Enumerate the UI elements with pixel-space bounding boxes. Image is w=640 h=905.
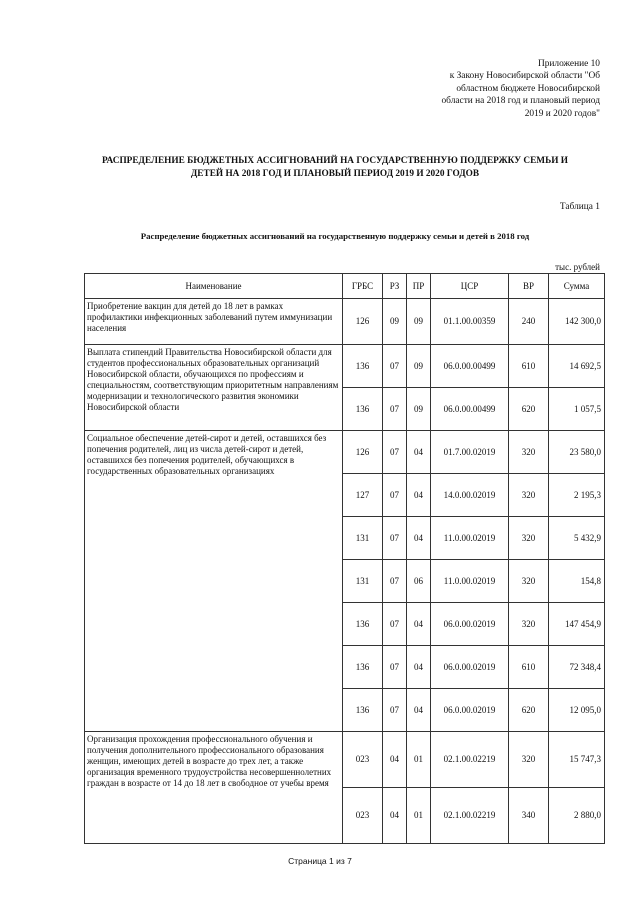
cell-csr: 02.1.00.02219 xyxy=(431,732,509,788)
cell-vr: 320 xyxy=(509,431,549,474)
cell-pr: 09 xyxy=(407,345,431,388)
table-row xyxy=(85,345,605,388)
cell-sum: 147 454,9 xyxy=(549,603,605,646)
cell-pr: 04 xyxy=(407,603,431,646)
cell-sum: 15 747,3 xyxy=(549,732,605,788)
header-pr: ПР xyxy=(407,274,431,299)
header-rz: РЗ xyxy=(383,274,407,299)
table-row xyxy=(85,299,605,345)
cell-vr: 320 xyxy=(509,474,549,517)
cell-rz: 07 xyxy=(383,603,407,646)
cell-pr: 04 xyxy=(407,474,431,517)
cell-vr: 610 xyxy=(509,345,549,388)
cell-vr: 620 xyxy=(509,388,549,431)
cell-vr: 240 xyxy=(509,299,549,345)
cell-vr: 340 xyxy=(509,788,549,844)
cell-grbs: 136 xyxy=(343,646,383,689)
cell-grbs: 126 xyxy=(343,299,383,345)
cell-pr: 09 xyxy=(407,388,431,431)
header-sum: Сумма xyxy=(549,274,605,299)
document-title-line-1: РАСПРЕДЕЛЕНИЕ БЮДЖЕТНЫХ АССИГНОВАНИЙ НА ГОСУДАРСТВЕННУЮ ПОДДЕРЖКУ СЕМЬИ И xyxy=(101,156,569,166)
cell-vr: 320 xyxy=(509,603,549,646)
page-number: Страница 1 из 7 xyxy=(288,856,352,866)
row-name-cell: Организация прохождения профессионального обучения и получения дополнительного профессионального образования женщин, имеющих детей в возрасте до трех лет, а также организация временного трудоустройства несовершеннолетних граждан в возрасте от 14 до 18 лет в свободное от учебы время xyxy=(85,732,343,844)
cell-csr: 11.0.00.02019 xyxy=(431,560,509,603)
cell-rz: 07 xyxy=(383,345,407,388)
cell-rz: 04 xyxy=(383,732,407,788)
cell-sum: 14 692,5 xyxy=(549,345,605,388)
appendix-line: Приложение 10 xyxy=(537,59,600,69)
cell-csr: 06.0.00.02019 xyxy=(431,646,509,689)
appendix-line: областном бюджете Новосибирской xyxy=(456,83,600,94)
cell-grbs: 136 xyxy=(343,689,383,732)
cell-vr: 320 xyxy=(509,732,549,788)
cell-sum: 23 580,0 xyxy=(549,431,605,474)
appendix-line: к Закону Новосибирской области "Об xyxy=(449,71,600,82)
cell-vr: 610 xyxy=(509,646,549,689)
cell-pr: 04 xyxy=(407,517,431,560)
cell-pr: 06 xyxy=(407,560,431,603)
cell-csr: 01.1.00.00359 xyxy=(431,299,509,345)
cell-csr: 06.0.00.02019 xyxy=(431,689,509,732)
cell-pr: 01 xyxy=(407,732,431,788)
row-name-cell: Приобретение вакцин для детей до 18 лет в рамках профилактики инфекционных заболеваний путем иммунизации населения xyxy=(85,299,343,345)
table-number: Таблица 1 xyxy=(559,202,600,212)
cell-pr: 04 xyxy=(407,646,431,689)
cell-csr: 01.7.00.02019 xyxy=(431,431,509,474)
table-row xyxy=(85,431,605,474)
cell-pr: 04 xyxy=(407,689,431,732)
cell-csr: 11.0.00.02019 xyxy=(431,517,509,560)
cell-csr: 06.0.00.00499 xyxy=(431,388,509,431)
cell-csr: 02.1.00.02219 xyxy=(431,788,509,844)
cell-rz: 07 xyxy=(383,560,407,603)
cell-pr: 01 xyxy=(407,788,431,844)
budget-table xyxy=(84,273,605,844)
table-title: Распределение бюджетных ассигнований на государственную поддержку семьи и детей в 2018 год xyxy=(140,231,530,241)
cell-sum: 5 432,9 xyxy=(549,517,605,560)
cell-grbs: 023 xyxy=(343,788,383,844)
document-title xyxy=(60,155,610,181)
cell-rz: 07 xyxy=(383,474,407,517)
cell-grbs: 126 xyxy=(343,431,383,474)
table-body xyxy=(85,299,605,844)
header-grbs: ГРБС xyxy=(343,274,383,299)
appendix-note xyxy=(410,58,600,120)
cell-csr: 06.0.00.02019 xyxy=(431,603,509,646)
units-label: тыс. рублей xyxy=(555,262,600,272)
document-title-line-2: ДЕТЕЙ НА 2018 ГОД И ПЛАНОВЫЙ ПЕРИОД 2019 И 2020 ГОДОВ xyxy=(190,169,480,179)
cell-grbs: 136 xyxy=(343,603,383,646)
table-header-row xyxy=(85,274,605,299)
row-name-cell: Социальное обеспечение детей-сирот и детей, оставшихся без попечения родителей, лиц из числа детей-сирот и детей, оставшихся без попечения родителей, обучающихся в государственных образовательных организациях xyxy=(85,431,343,732)
cell-rz: 07 xyxy=(383,646,407,689)
cell-grbs: 131 xyxy=(343,517,383,560)
cell-rz: 07 xyxy=(383,689,407,732)
cell-sum: 1 057,5 xyxy=(549,388,605,431)
cell-rz: 04 xyxy=(383,788,407,844)
cell-rz: 09 xyxy=(383,299,407,345)
cell-vr: 320 xyxy=(509,560,549,603)
header-name: Наименование xyxy=(85,274,343,299)
appendix-line: области на 2018 год и плановый период xyxy=(441,96,600,107)
cell-sum: 72 348,4 xyxy=(549,646,605,689)
cell-sum: 2 880,0 xyxy=(549,788,605,844)
cell-pr: 09 xyxy=(407,299,431,345)
cell-grbs: 136 xyxy=(343,388,383,431)
cell-sum: 2 195,3 xyxy=(549,474,605,517)
header-vr: ВР xyxy=(509,274,549,299)
cell-grbs: 131 xyxy=(343,560,383,603)
cell-grbs: 136 xyxy=(343,345,383,388)
cell-sum: 154,8 xyxy=(549,560,605,603)
cell-rz: 07 xyxy=(383,517,407,560)
cell-vr: 620 xyxy=(509,689,549,732)
appendix-line: 2019 и 2020 годов" xyxy=(524,108,600,119)
cell-sum: 142 300,0 xyxy=(549,299,605,345)
cell-vr: 320 xyxy=(509,517,549,560)
cell-rz: 07 xyxy=(383,388,407,431)
cell-sum: 12 095,0 xyxy=(549,689,605,732)
cell-grbs: 127 xyxy=(343,474,383,517)
row-name-cell: Выплата стипендий Правительства Новосибирской области для студентов профессиональных образовательных организаций Новосибирской области, обучающихся по профессиям и специальностям, соответствующим приоритетным направлениям модернизации и технологического развития экономики Новосибирской области xyxy=(85,345,343,431)
table-row xyxy=(85,732,605,788)
cell-rz: 07 xyxy=(383,431,407,474)
header-csr: ЦСР xyxy=(431,274,509,299)
cell-csr: 06.0.00.00499 xyxy=(431,345,509,388)
cell-grbs: 023 xyxy=(343,732,383,788)
cell-csr: 14.0.00.02019 xyxy=(431,474,509,517)
cell-pr: 04 xyxy=(407,431,431,474)
